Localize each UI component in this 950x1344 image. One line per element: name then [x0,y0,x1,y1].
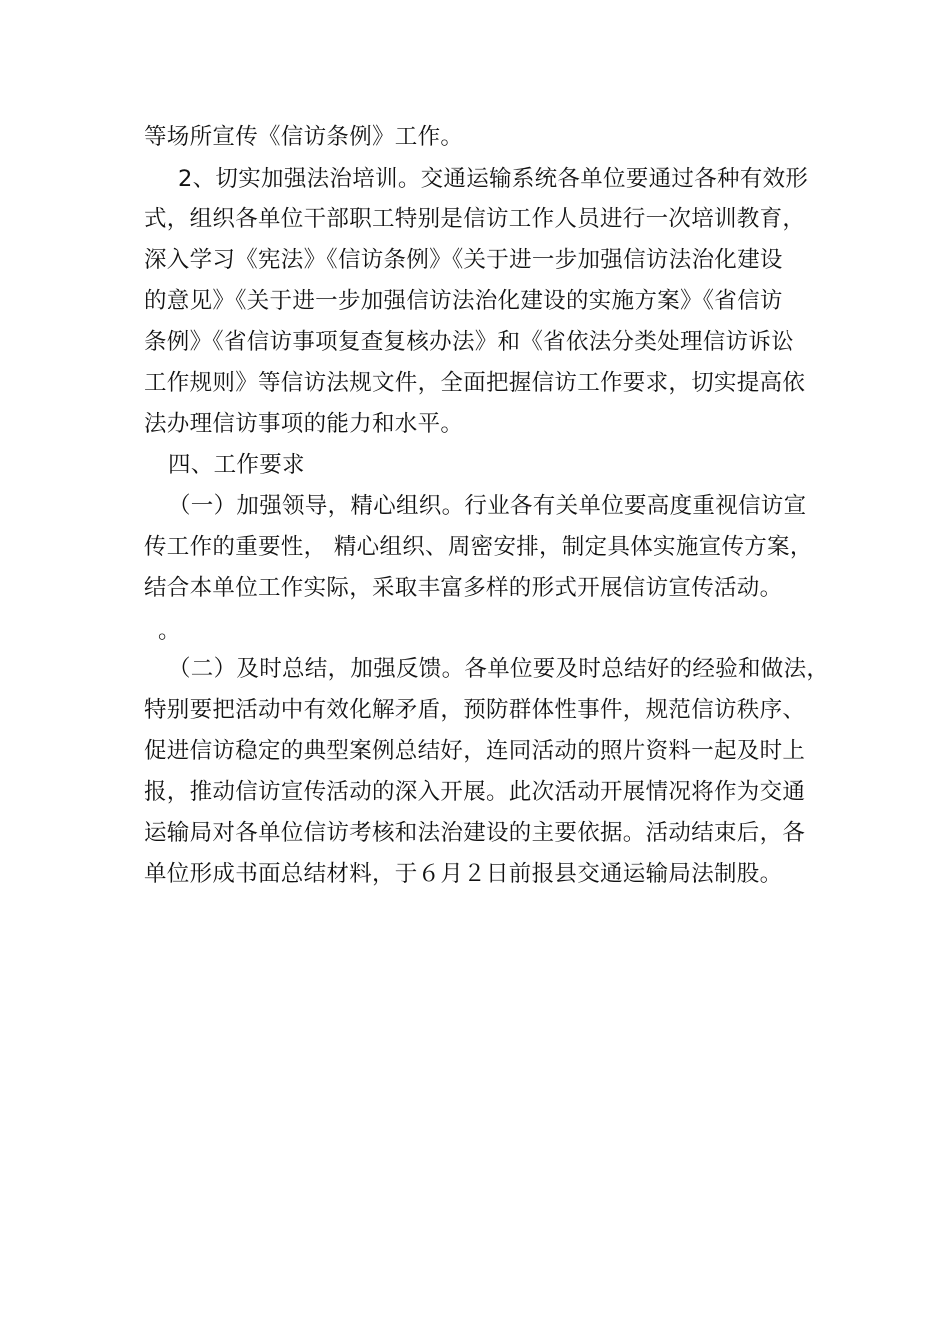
text-line: 。 [158,618,181,644]
text-line: 等场所宣传《信访条例》工作。 [144,124,464,150]
text-line: 传工作的重要性， 精心组织、周密安排，制定具体实施宣传方案， [144,534,813,560]
text-line: 条例》《省信访事项复查复核办法》和《省依法分类处理信访诉讼 [144,329,794,355]
text-line: （二）及时总结，加强反馈。各单位要及时总结好的经验和做法， [168,656,830,682]
text-line: 运输局对各单位信访考核和法治建设的主要依据。活动结束后，各 [144,820,806,846]
text-line: 单位形成书面总结材料，于６月２日前报县交通运输局法制股。 [144,861,783,887]
text-line: （一）加强领导，精心组织。行业各有关单位要高度重视信访宣 [168,493,807,519]
text-line: 2、切实加强法治培训。交通运输系统各单位要通过各种有效形 [178,166,809,192]
text-line: 报，推动信访宣传活动的深入开展。此次活动开展情况将作为交通 [144,779,806,805]
text-line: 深入学习《宪法》《信访条例》《关于进一步加强信访法治化建设 [144,247,783,273]
text-line: 的意见》《关于进一步加强信访法治化建设的实施方案》《省信访 [144,288,783,314]
text-line: 法办理信访事项的能力和水平。 [144,411,464,437]
text-line: 结合本单位工作实际，采取丰富多样的形式开展信访宣传活动。 [144,575,783,601]
text-line: 式，组织各单位干部职工特别是信访工作人员进行一次培训教育， [144,206,806,232]
text-line: 特别要把活动中有效化解矛盾，预防群体性事件，规范信访秩序、 [144,697,806,723]
section-heading: 四、工作要求 [168,452,305,478]
text-line: 工作规则》等信访法规文件，全面把握信访工作要求，切实提高依 [144,370,806,396]
text-line: 促进信访稳定的典型案例总结好，连同活动的照片资料一起及时上 [144,738,806,764]
